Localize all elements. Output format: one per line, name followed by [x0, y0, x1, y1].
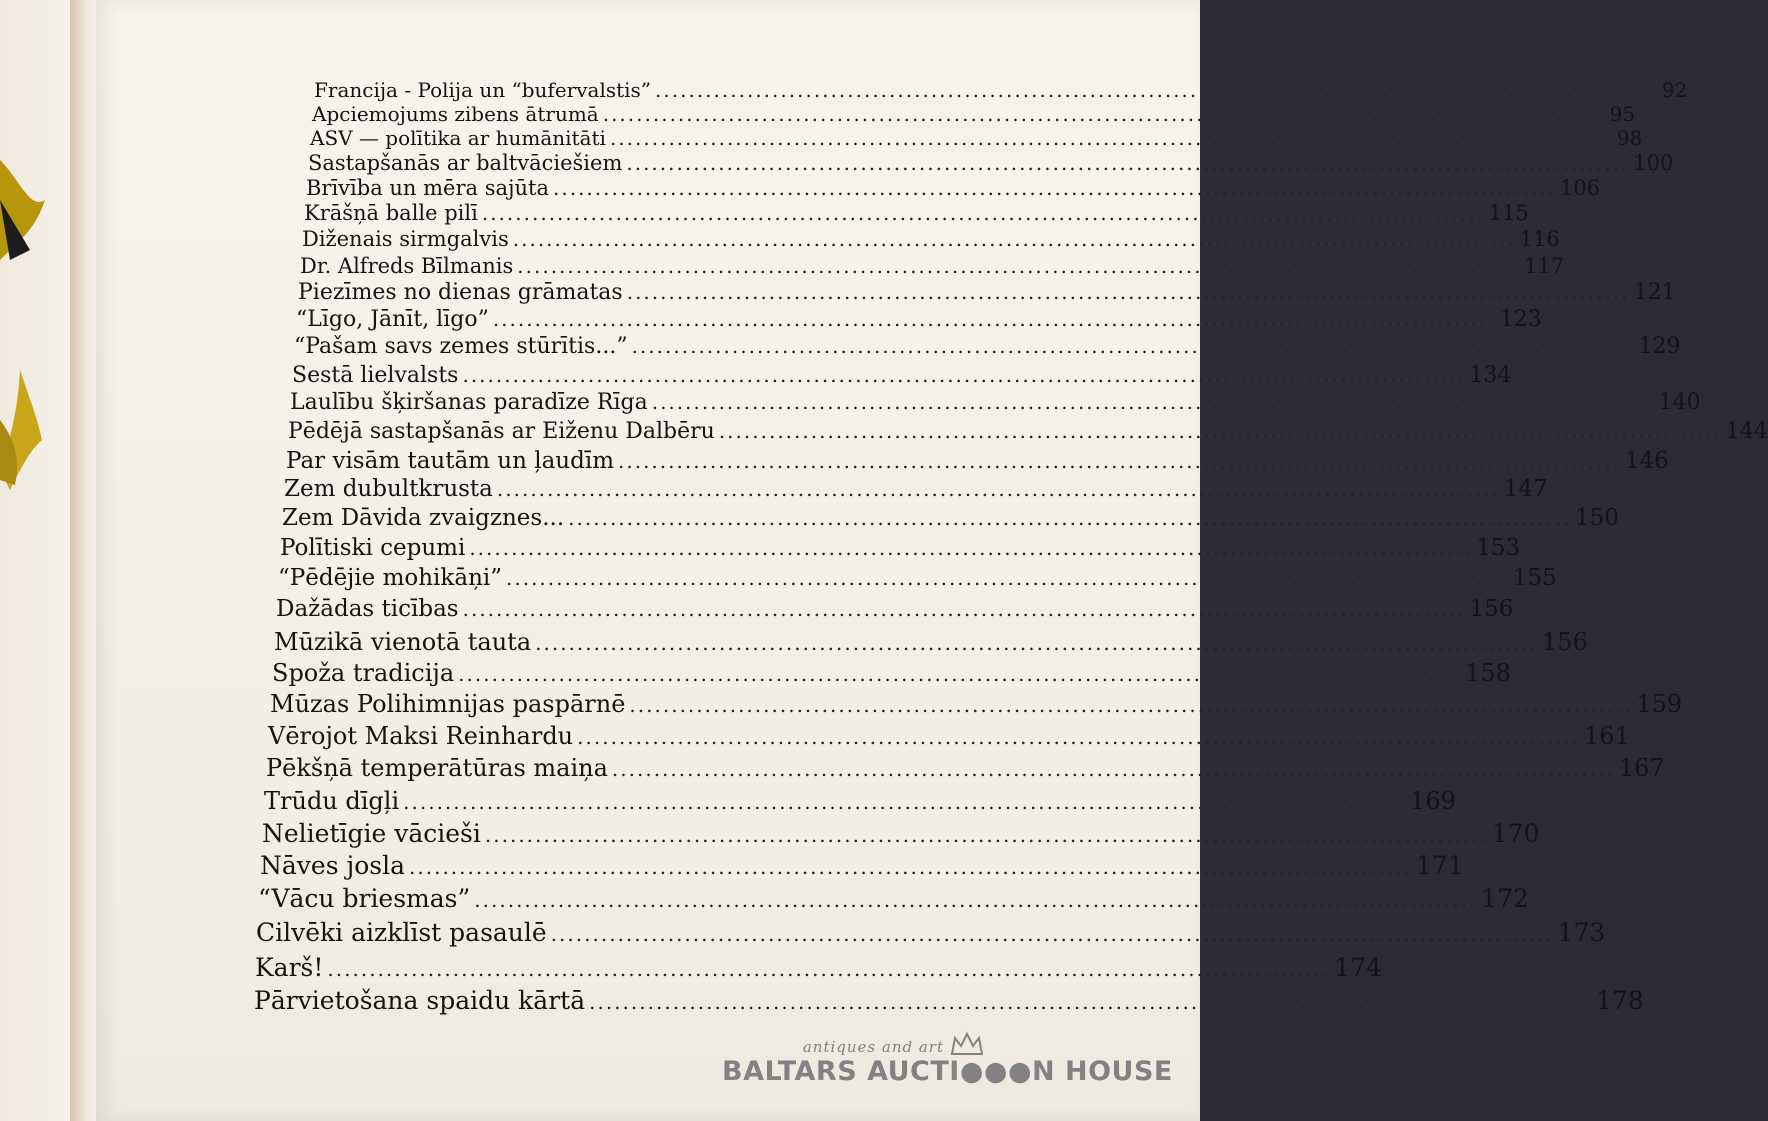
- toc-entry-title: “Pēdējie mohikāņi”: [278, 565, 502, 591]
- toc-entry: [280, 535, 1521, 561]
- toc-entry-page: 106: [1559, 176, 1600, 200]
- toc-entry-title: Piezīmes no dienas grāmatas: [298, 280, 623, 305]
- toc-entry: [308, 151, 1674, 175]
- toc-entry-page: 92: [1661, 78, 1688, 102]
- toc-entry-page: 95: [1609, 102, 1636, 126]
- toc-entry-page: 98: [1616, 126, 1643, 150]
- toc-entry-title: Mūzas Polihimnijas paspārnē: [270, 690, 626, 718]
- toc-entry-page: 115: [1488, 201, 1529, 225]
- dot-leader: ........................................................................................................................: [655, 78, 1658, 102]
- toc-entry-page: 171: [1415, 851, 1464, 880]
- toc-entry-page: 134: [1469, 363, 1512, 388]
- dot-leader: ........................................................................................................................: [631, 334, 1635, 358]
- toc-entry-title: Nāves josla: [260, 851, 406, 880]
- dot-leader: ........................................................................................................................: [462, 597, 1466, 621]
- toc-entry-page: 159: [1636, 690, 1683, 718]
- dot-leader: ........................................................................................................................: [474, 888, 1478, 912]
- dot-leader: ........................................................................................................................: [568, 506, 1572, 530]
- toc-entry-title: Dažādas ticības: [276, 596, 459, 622]
- toc-entry-page: 156: [1542, 628, 1588, 656]
- toc-entry-title: Polītiski cepumi: [280, 535, 466, 561]
- toc-entry: [302, 227, 1560, 251]
- dot-leader: ........................................................................................................................: [409, 855, 1412, 879]
- toc-entry: [268, 722, 1630, 750]
- dot-leader: ........................................................................................................................: [589, 990, 1593, 1014]
- toc-entry: [266, 754, 1665, 782]
- toc-entry-title: “Vācu briesmas”: [258, 884, 471, 913]
- toc-entry-title: Vērojot Maksi Reinhardu: [268, 722, 574, 750]
- crown-icon: [950, 1032, 984, 1056]
- toc-entry: [286, 448, 1669, 474]
- toc-entry-title: Laulību šķiršanas paradīze Rīga: [290, 390, 648, 415]
- dot-leader: ........................................................................................................................: [496, 477, 1500, 501]
- toc-entry: [272, 659, 1511, 687]
- toc-entry-title: Francija - Polija un “bufervalstis”: [314, 78, 652, 102]
- toc-entry-page: 144: [1725, 419, 1768, 444]
- toc-entry: [255, 953, 1383, 982]
- dot-leader: ........................................................................................................................: [626, 151, 1630, 175]
- toc-entry-title: Sestā lielvalsts: [292, 363, 459, 388]
- toc-entry-title: ASV — polītika ar humānitāti: [310, 126, 606, 150]
- toc-entry-title: Zem dubultkrusta: [284, 476, 493, 502]
- dot-leader: ........................................................................................................................: [327, 957, 1331, 981]
- toc-entry: [304, 201, 1529, 225]
- toc-entry-page: 146: [1624, 448, 1669, 474]
- dot-leader: ........................................................................................................................: [651, 390, 1655, 414]
- toc-entry: [270, 690, 1683, 718]
- toc-entry-page: 170: [1491, 819, 1540, 848]
- toc-entry-page: 116: [1519, 227, 1560, 251]
- toc-entry: [256, 918, 1606, 947]
- toc-entry-page: 174: [1334, 953, 1383, 982]
- dot-leader: ........................................................................................................................: [506, 566, 1509, 590]
- toc-entry: [282, 505, 1619, 531]
- toc-entry-title: Karš!: [255, 953, 324, 982]
- toc-entry: [262, 819, 1540, 848]
- dot-leader: ........................................................................................................................: [403, 790, 1407, 814]
- toc-entry-title: Nelietīgie vācieši: [262, 819, 481, 848]
- toc-entry-page: 173: [1557, 918, 1606, 947]
- toc-entry: [294, 334, 1681, 359]
- dot-leader: ........................................................................................................................: [484, 823, 1488, 847]
- toc-entry-title: Cilvēki aizklīst pasaulē: [256, 918, 547, 947]
- toc-entry: [292, 363, 1512, 388]
- toc-entry-page: 100: [1633, 151, 1674, 175]
- toc-entry-title: Diženais sirmgalvis: [302, 227, 509, 251]
- dot-leader: ........................................................................................................................: [517, 254, 1521, 278]
- dot-leader: ........................................................................................................................: [577, 725, 1581, 749]
- toc-entry: [254, 986, 1644, 1015]
- toc-entry-page: 172: [1481, 884, 1529, 913]
- toc-entry: [284, 476, 1548, 502]
- toc-entry: [300, 254, 1565, 278]
- toc-entry: [258, 884, 1529, 913]
- toc-entry: [276, 596, 1514, 622]
- dot-leader: ........................................................................................................................: [481, 201, 1485, 225]
- toc-entry-title: Zem Dāvida zvaigznes...: [282, 505, 565, 531]
- dot-leader: ........................................................................................................................: [611, 757, 1615, 781]
- toc-entry: [312, 102, 1636, 126]
- toc-entry: [310, 126, 1643, 150]
- watermark-tagline: antiques and art: [802, 1038, 944, 1056]
- dot-leader: ........................................................................................................................: [492, 307, 1496, 331]
- watermark: [722, 1032, 1173, 1092]
- dot-leader: ........................................................................................................................: [618, 449, 1621, 473]
- toc-entry: [260, 851, 1464, 880]
- toc-entry-title: “Līgo, Jānīt, līgo”: [296, 307, 489, 332]
- watermark-name: BALTARS AUCTI●●●N HOUSE: [722, 1056, 1173, 1087]
- toc-entry: [306, 176, 1600, 200]
- toc-entry-page: 155: [1512, 565, 1557, 591]
- toc-entry-page: 169: [1410, 787, 1456, 815]
- toc-entry-title: Pārvietošana spaidu kārtā: [254, 986, 586, 1015]
- toc-entry-title: Pēkšņā temperātūras maiņa: [266, 754, 608, 782]
- toc-entry: [264, 787, 1456, 815]
- toc-entry-page: 178: [1596, 986, 1644, 1015]
- dot-leader: ........................................................................................................................: [609, 126, 1613, 150]
- dot-leader: ........................................................................................................................: [602, 102, 1606, 126]
- toc-entry-page: 153: [1476, 535, 1521, 561]
- dot-leader: ........................................................................................................................: [458, 662, 1462, 686]
- toc-entry-title: Dr. Alfreds Bīlmanis: [300, 254, 514, 278]
- toc-entry-page: 129: [1638, 334, 1681, 359]
- toc-entry: [288, 419, 1768, 444]
- toc-entry-page: 156: [1469, 596, 1514, 622]
- toc-entry-page: 121: [1633, 280, 1676, 305]
- toc-entry: [278, 565, 1557, 591]
- dot-leader: ........................................................................................................................: [626, 280, 1630, 304]
- dot-leader: ........................................................................................................................: [553, 176, 1556, 200]
- toc-entry: [290, 390, 1701, 415]
- toc-entry-page: 140: [1658, 390, 1701, 415]
- toc-entry-title: Spoža tradicija: [272, 659, 455, 687]
- toc-entry-page: 150: [1575, 505, 1619, 531]
- toc-entry-title: Trūdu dīgļi: [264, 787, 400, 815]
- dot-leader: ........................................................................................................................: [629, 693, 1633, 717]
- dot-leader: ........................................................................................................................: [512, 227, 1516, 251]
- dot-leader: ........................................................................................................................: [462, 363, 1466, 387]
- toc-entry-title: Krāšņā balle pilī: [304, 201, 478, 225]
- toc-entry-page: 117: [1524, 254, 1565, 278]
- toc-entry-page: 167: [1618, 754, 1665, 782]
- toc-entry: [296, 307, 1542, 332]
- toc-entry: [274, 628, 1588, 656]
- dot-leader: ........................................................................................................................: [550, 922, 1554, 946]
- toc-entry-page: 147: [1503, 476, 1548, 502]
- toc-entry-page: 161: [1584, 722, 1630, 750]
- toc-entry-title: Mūzikā vienotā tauta: [274, 628, 532, 656]
- toc-entry-title: “Pašam savs zemes stūrītis...”: [294, 334, 628, 359]
- toc-entry-page: 123: [1499, 307, 1542, 332]
- dot-leader: ........................................................................................................................: [535, 631, 1539, 655]
- toc-entry: [298, 280, 1676, 305]
- toc-entry-title: Brīvība un mēra sajūta: [306, 176, 549, 200]
- toc-entry-title: Pēdējā sastapšanās ar Eiženu Dalbēru: [288, 419, 715, 444]
- toc-entry-title: Par visām tautām un ļaudīm: [286, 448, 614, 474]
- toc-entry-title: Apciemojums zibens ātrumā: [312, 102, 599, 126]
- toc-entry: [314, 78, 1688, 102]
- toc-entry-title: Sastapšanās ar baltvāciešiem: [308, 151, 623, 175]
- toc-entry-page: 158: [1465, 659, 1511, 687]
- dot-leader: ........................................................................................................................: [718, 419, 1722, 443]
- dot-leader: ........................................................................................................................: [469, 536, 1473, 560]
